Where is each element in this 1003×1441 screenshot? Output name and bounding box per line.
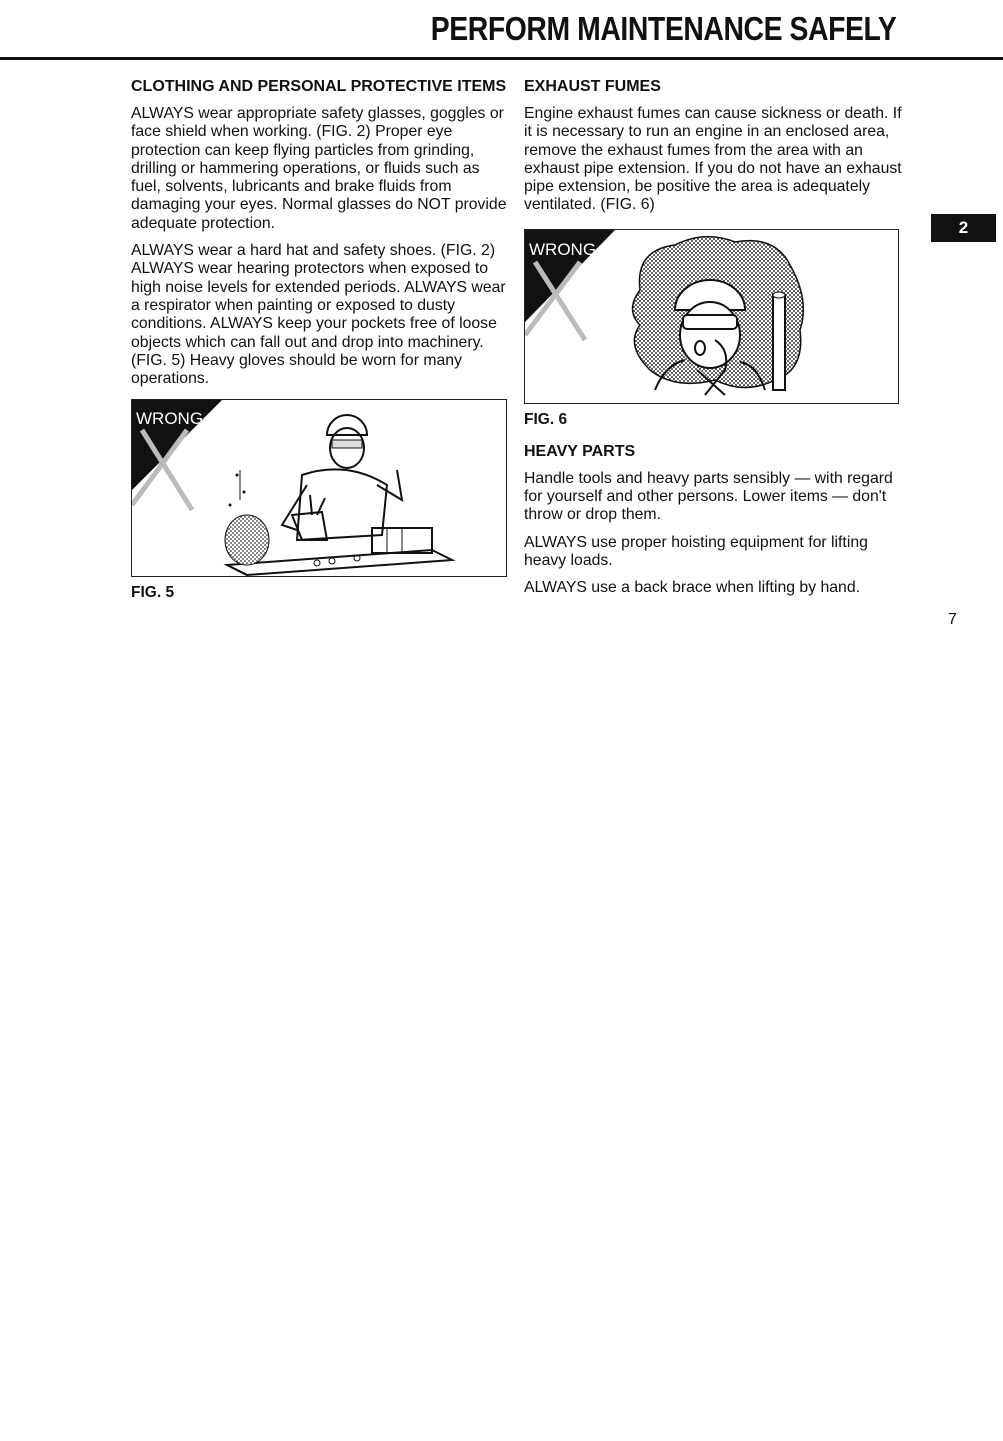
fig5-illustration xyxy=(132,400,508,578)
paragraph: Engine exhaust fumes can cause sickness or death. If it is necessary to run an engine in an enclosed area, remove the exhaust fumes from the area with an exhaust pipe extension. If you do not have an exhaust pipe extension, be positive the area is adequately ventilated. (FIG. 6) xyxy=(524,105,902,214)
section-heading-exhaust: EXHAUST FUMES xyxy=(524,78,661,95)
figure-caption: FIG. 5 xyxy=(131,584,175,602)
section-heading-heavy-parts: HEAVY PARTS xyxy=(524,442,636,460)
figure-caption: FIG. 6 xyxy=(524,410,568,428)
figure-5 xyxy=(131,399,507,577)
paragraph: ALWAYS use a back brace when lifting by hand. xyxy=(524,579,861,597)
right-column xyxy=(524,78,904,607)
paragraph: ALWAYS wear a hard hat and safety shoes. (FIG. 2) ALWAYS wear hearing protectors when exposed to high noise levels for extended periods. ALWAYS wear a respirator when painting or exposed to dusty conditions. ALWAYS keep your pockets free of loose objects which can fall out and drop into machinery. (FIG. 5) Heavy gloves should be worn for many operations. xyxy=(131,242,506,388)
fig6-illustration xyxy=(525,230,900,405)
badge-label: WRONG xyxy=(136,409,204,429)
paragraph: Handle tools and heavy parts sensibly — with regard for yourself and other persons. Lower items — don't throw or drop them. xyxy=(524,469,893,524)
chapter-tab: 2 xyxy=(931,214,996,242)
page-number: 7 xyxy=(948,611,957,628)
left-column xyxy=(131,78,511,616)
badge-label: WRONG xyxy=(529,239,597,259)
paragraph: ALWAYS use proper hoisting equipment for lifting heavy loads. xyxy=(524,533,868,569)
title-rule xyxy=(0,57,1003,60)
paragraph: ALWAYS wear appropriate safety glasses, goggles or face shield when working. (FIG. 2) Proper eye protection can keep flying particles from grinding, drilling or hammering operations, or fluids such as fuel, solvents, lubricants and brake fluids from damaging your eyes. Normal glasses do NOT provide adequate protection. xyxy=(131,105,507,232)
section-heading-clothing: CLOTHING AND PERSONAL PROTECTIVE ITEMS xyxy=(131,78,507,95)
figure-6 xyxy=(524,229,899,404)
page-title: PERFORM MAINTENANCE SAFELY xyxy=(430,10,896,47)
